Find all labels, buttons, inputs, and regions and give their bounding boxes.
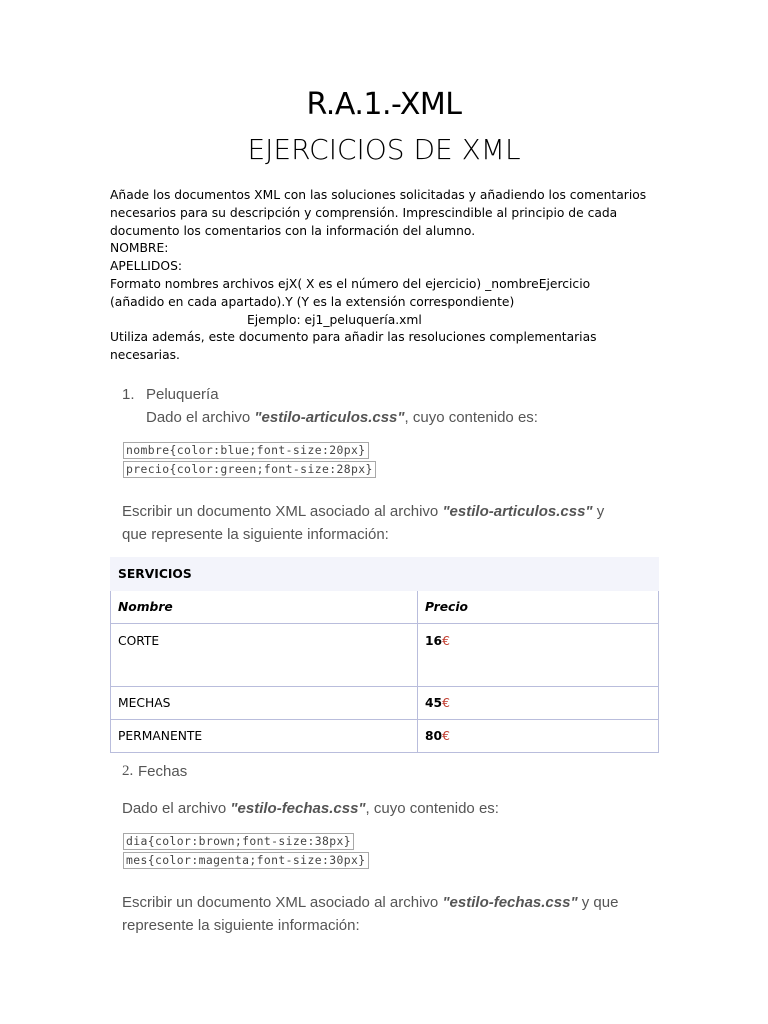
intro-example: Ejemplo: ej1_peluquería.xml: [247, 312, 422, 327]
currency-symbol: €: [442, 729, 450, 743]
section1-task: [122, 500, 652, 546]
intro-line: necesarios para su descripción y comprensión. Imprescindible al principio de cada: [110, 205, 618, 220]
section2-code-block: [123, 833, 369, 871]
section1-task-file: "estilo-articulos.css": [442, 503, 593, 520]
section1-given: [146, 409, 538, 426]
service-price: [418, 720, 659, 753]
section1-given-file: "estilo-articulos.css": [254, 409, 405, 426]
intro-apellidos-label: APELLIDOS:: [110, 259, 183, 274]
document-subtitle: EJERCICIOS DE XML: [247, 133, 521, 166]
section2-title: Fechas: [138, 763, 188, 780]
section1-task-line2: que represente la siguiente información:: [122, 526, 389, 543]
section2-given: [122, 797, 652, 820]
service-price: [418, 687, 659, 720]
code-line: nombre{color:blue;font-size:20px}: [123, 442, 369, 459]
intro-block: [110, 187, 670, 365]
intro-line: documento los comentarios con la información del alumno.: [110, 223, 476, 238]
services-table: [110, 557, 659, 753]
service-name: PERMANENTE: [111, 720, 418, 753]
section1-given-suffix: , cuyo contenido es:: [404, 409, 538, 426]
currency-symbol: €: [442, 696, 450, 710]
price-value: 80: [425, 729, 443, 743]
code-line: mes{color:magenta;font-size:30px}: [123, 852, 369, 869]
table-caption-row: [111, 558, 659, 591]
column-header-nombre: Nombre: [111, 591, 418, 624]
section1-code-block: [123, 442, 376, 480]
intro-nombre-label: NOMBRE:: [110, 241, 169, 256]
section1-number: 1.: [122, 386, 135, 403]
section2-given-suffix: , cuyo contenido es:: [365, 800, 499, 817]
section2-given-file: "estilo-fechas.css": [230, 800, 366, 817]
section1-task-prefix: Escribir un documento XML asociado al archivo: [122, 503, 443, 520]
currency-symbol: €: [442, 634, 450, 648]
section2-task-prefix: Escribir un documento XML asociado al archivo: [122, 894, 443, 911]
table-header-row: [111, 591, 659, 624]
service-price: [418, 624, 659, 687]
intro-line: (añadido en cada apartado).Y (Y es la extensión correspondiente): [110, 294, 515, 309]
table-row: [111, 720, 659, 753]
price-value: 45: [425, 696, 443, 710]
code-line: precio{color:green;font-size:28px}: [123, 461, 376, 478]
section2-task-line2: represente la siguiente información:: [122, 917, 360, 934]
section2-task-file: "estilo-fechas.css": [442, 894, 578, 911]
intro-line: necesarias.: [110, 348, 180, 363]
column-header-precio: Precio: [418, 591, 659, 624]
section1-task-suffix: y: [592, 503, 605, 520]
service-name: CORTE: [111, 624, 418, 687]
table-row: [111, 687, 659, 720]
document-title: R.A.1.-XML: [306, 87, 462, 122]
table-caption: SERVICIOS: [111, 558, 659, 591]
section1-given-prefix: Dado el archivo: [146, 409, 255, 426]
section2-task: [122, 891, 652, 937]
intro-line: Formato nombres archivos ejX( X es el número del ejercicio) _nombreEjercicio: [110, 276, 591, 291]
intro-line: Añade los documentos XML con las soluciones solicitadas y añadiendo los comentarios: [110, 188, 647, 202]
table-row: [111, 624, 659, 687]
section2-task-suffix: y que: [577, 894, 619, 911]
section1-title: Peluquería: [146, 386, 219, 403]
intro-line: Utiliza además, este documento para añadir las resoluciones complementarias: [110, 330, 597, 345]
section2-number: 2.: [122, 763, 134, 779]
section2-given-prefix: Dado el archivo: [122, 800, 231, 817]
code-line: dia{color:brown;font-size:38px}: [123, 833, 354, 850]
service-name: MECHAS: [111, 687, 418, 720]
price-value: 16: [425, 634, 443, 648]
